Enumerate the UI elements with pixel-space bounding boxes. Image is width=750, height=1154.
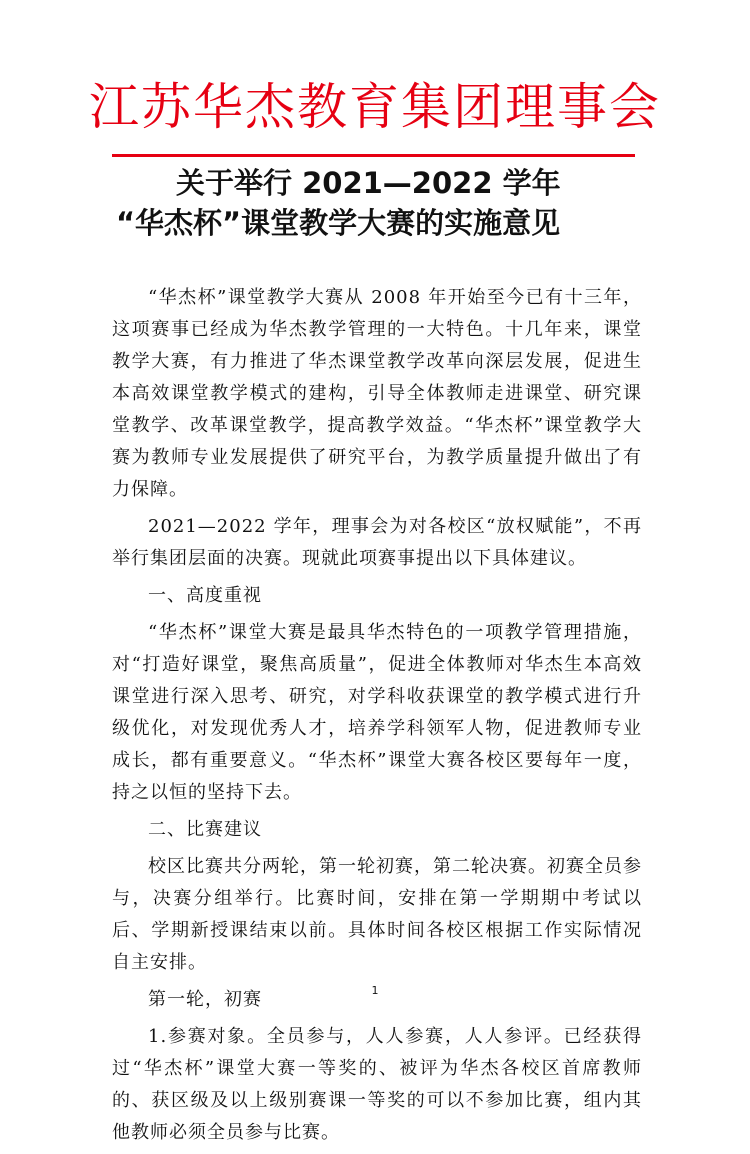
title-line-2: “华杰杯”课堂教学大赛的实施意见 — [116, 206, 561, 240]
section-heading-1: 一、高度重视 — [148, 585, 262, 606]
paragraph-participants: 1.参赛对象。全员参与，人人参赛，人人参评。已经获得过“华杰杯”课堂大赛一等奖的、被评为华杰各校区首席教师的、获区级及以上级别赛课一等奖的可以不参加比赛，组内其他教师必须全员参与比赛。 — [112, 1026, 642, 1143]
page-number: 1 — [371, 984, 379, 997]
red-divider — [112, 154, 635, 157]
org-masthead: 江苏华杰教育集团理事会 — [89, 78, 661, 136]
title-line-1: 关于举行 2021—2022 学年 — [176, 166, 561, 200]
document-body — [112, 282, 642, 1154]
document-title — [0, 163, 750, 243]
paragraph-intro: “华杰杯”课堂教学大赛从 2008 年开始至今已有十三年，这项赛事已经成为华杰教学管理的一大特色。十几年来，课堂教学大赛，有力推进了华杰课堂教学改革向深层发展，促进生本高效课堂教学模式的建构，引导全体教师走进课堂、研究课堂教学、改革课堂教学，提高教学效益。“华杰杯”课堂教学大赛为教师专业发展提供了研究平台，为教学质量提升做出了有力保障。 — [112, 287, 642, 500]
section-heading-2: 二、比赛建议 — [148, 819, 262, 840]
paragraph-notice: 2021—2022 学年，理事会为对各校区“放权赋能”，不再举行集团层面的决赛。现就此项赛事提出以下具体建议。 — [112, 516, 642, 569]
section-heading-3: 第一轮，初赛 — [148, 989, 262, 1010]
paragraph-rounds: 校区比赛共分两轮，第一轮初赛，第二轮决赛。初赛全员参与，决赛分组举行。比赛时间，安排在第一学期期中考试以后、学期新授课结束以前。具体时间各校区根据工作实际情况自主安排。 — [112, 856, 642, 973]
paragraph-importance: “华杰杯”课堂大赛是最具华杰特色的一项教学管理措施，对“打造好课堂，聚焦高质量”，促进全体教师对华杰生本高效课堂进行深入思考、研究，对学科收获课堂的教学模式进行升级优化，对发现优秀人才，培养学科领军人物，促进教师专业成长，都有重要意义。“华杰杯”课堂大赛各校区要每年一度，持之以恒的坚持下去。 — [112, 622, 642, 803]
